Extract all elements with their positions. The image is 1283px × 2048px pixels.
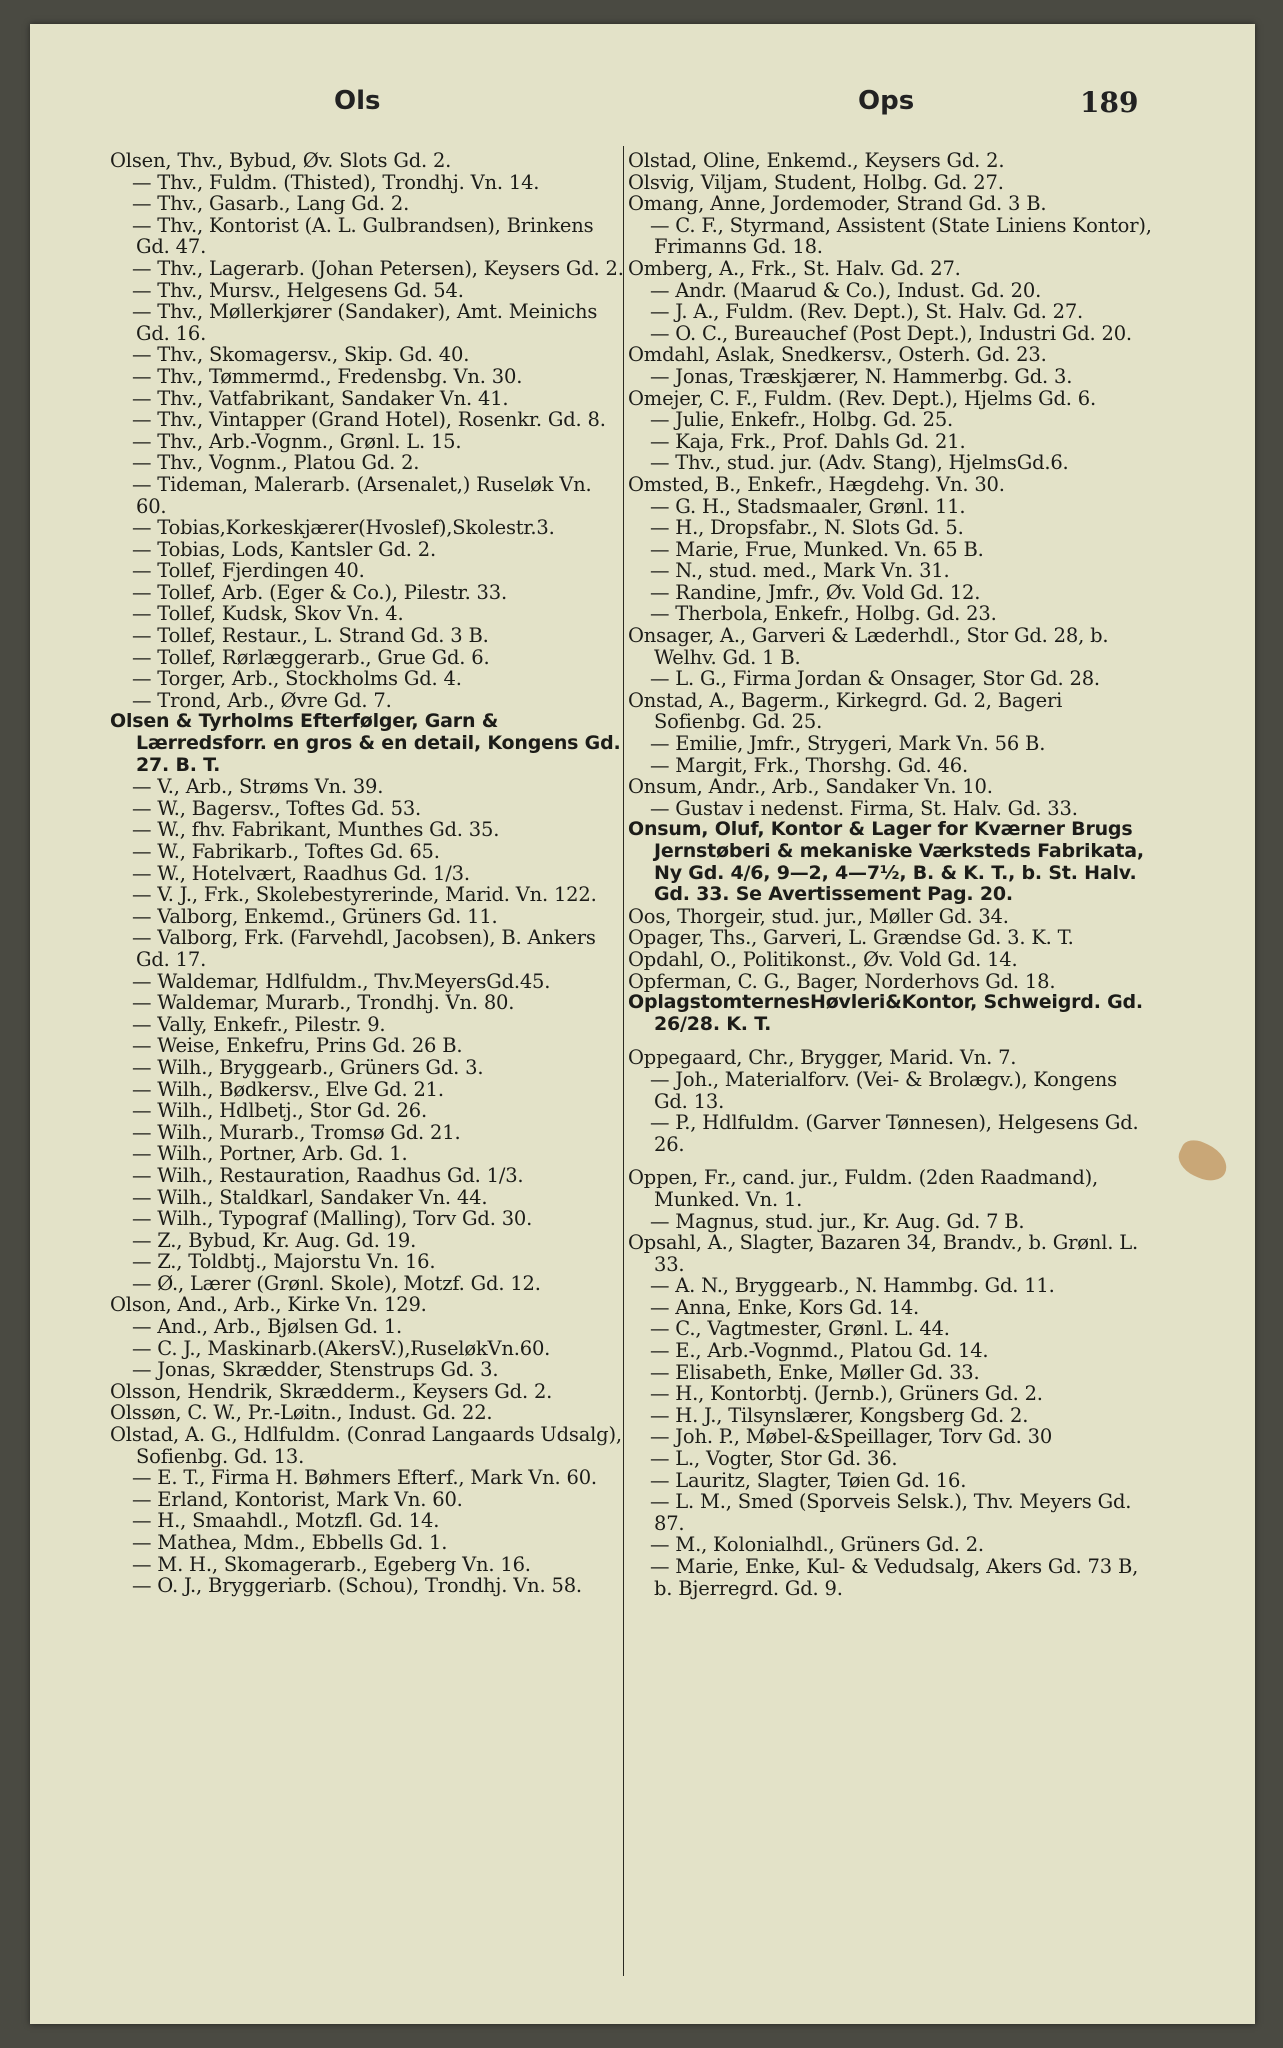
directory-entry: — Z., Bybud, Kr. Aug. Gd. 19.	[132, 1228, 417, 1252]
directory-entry: Oos, Thorgeir, stud. jur., Møller Gd. 34.	[628, 904, 1009, 928]
directory-entry: Omang, Anne, Jordemoder, Strand Gd. 3 B.	[628, 192, 1047, 216]
directory-entry: — Thv., Arb.-Vognm., Grønl. L. 15.	[132, 429, 462, 453]
directory-entry: — W., Bagersv., Toftes Gd. 53.	[132, 796, 422, 820]
header-left-keyword: Ols	[334, 86, 381, 116]
directory-entry: — Wilh., Staldkarl, Sandaker Vn. 44.	[132, 1185, 488, 1209]
directory-entry: Olsen & Tyrholms Efterfølger, Garn & Lærredsforr. en gros & en detail, Kongens Gd. 27. B. T.	[110, 710, 621, 776]
left-column	[110, 150, 625, 1597]
directory-entry: — Tollef, Restaur., L. Strand Gd. 3 B.	[132, 624, 489, 648]
directory-entry: — G. H., Stadsmaaler, Grønl. 11.	[650, 494, 966, 518]
directory-entry: — Margit, Frk., Thorshg. Gd. 46.	[650, 753, 968, 777]
directory-entry: — Tollef, Arb. (Eger & Co.), Pilestr. 33.	[132, 580, 507, 604]
directory-entry: — Wilh., Murarb., Tromsø Gd. 21.	[132, 1120, 461, 1144]
directory-entry: Oppen, Fr., cand. jur., Fuldm. (2den Raadmand), Munked. Vn. 1.	[628, 1166, 1099, 1211]
directory-entry: — Joh. P., Møbel-&Speillager, Torv Gd. 30	[650, 1425, 1053, 1449]
directory-entry: — Thv., Fuldm. (Thisted), Trondhj. Vn. 14.	[132, 170, 540, 194]
directory-entry: — Thv., Gasarb., Lang Gd. 2.	[132, 192, 410, 216]
directory-entry: Omberg, A., Frk., St. Halv. Gd. 27.	[628, 256, 961, 280]
directory-entry: — H. J., Tilsynslærer, Kongsberg Gd. 2.	[650, 1403, 1029, 1427]
directory-entry: — N., stud. med., Mark Vn. 31.	[650, 559, 950, 583]
directory-entry: — M., Kolonialhdl., Grüners Gd. 2.	[650, 1533, 984, 1557]
directory-entry: — Tollef, Fjerdingen 40.	[132, 559, 365, 583]
directory-entry: Onsum, Andr., Arb., Sandaker Vn. 10.	[628, 775, 993, 799]
directory-entry: — Thv., Møllerkjører (Sandaker), Amt. Meinichs Gd. 16.	[132, 300, 598, 345]
directory-entry: — Wilh., Bryggearb., Grüners Gd. 3.	[132, 1055, 484, 1079]
directory-entry: Olson, And., Arb., Kirke Vn. 129.	[110, 1293, 427, 1317]
directory-entry: — L. M., Smed (Sporveis Selsk.), Thv. Meyers Gd. 87.	[650, 1490, 1132, 1535]
directory-entry: — Erland, Kontorist, Mark Vn. 60.	[132, 1487, 463, 1511]
directory-entry: — Waldemar, Murarb., Trondhj. Vn. 80.	[132, 991, 515, 1015]
directory-entry: — Thv., Vatfabrikant, Sandaker Vn. 41.	[132, 386, 509, 410]
directory-entry: Opferman, C. G., Bager, Norderhovs Gd. 18.	[628, 969, 1056, 993]
directory-entry: — W., Fabrikarb., Toftes Gd. 65.	[132, 840, 440, 863]
directory-entry: — Thv., Kontorist (A. L. Gulbrandsen), Brinkens Gd. 47.	[132, 213, 594, 259]
directory-entry: — Valborg, Enkemd., Grüners Gd. 11.	[132, 904, 498, 928]
directory-entry: — Randine, Jmfr., Øv. Vold Gd. 12.	[650, 580, 981, 604]
directory-entry: — M. H., Skomagerarb., Egeberg Vn. 16.	[132, 1552, 531, 1576]
directory-entry: — And., Arb., Bjølsen Gd. 1.	[132, 1315, 403, 1339]
directory-entry: — Tobias, Lods, Kantsler Gd. 2.	[132, 537, 437, 561]
directory-entry: — J. A., Fuldm. (Rev. Dept.), St. Halv. Gd. 27.	[650, 300, 1084, 324]
directory-entry: — Wilh., Typograf (Malling), Torv Gd. 30.	[132, 1207, 533, 1231]
directory-entry: Omdahl, Aslak, Snedkersv., Osterh. Gd. 23.	[628, 343, 1047, 367]
directory-entry: — Tollef, Kudsk, Skov Vn. 4.	[132, 602, 404, 626]
directory-entry: — Thv., Tømmermd., Fredensbg. Vn. 30.	[132, 364, 523, 388]
directory-entry: — Ø., Lærer (Grønl. Skole), Motzf. Gd. 12.	[132, 1271, 541, 1295]
directory-entry: Olssøn, C. W., Pr.-Løitn., Indust. Gd. 22.	[110, 1401, 493, 1425]
directory-entry: Onsager, A., Garveri & Læderhdl., Stor Gd. 28, b. Welhv. Gd. 1 B.	[628, 624, 1109, 669]
directory-entry: Olsen, Thv., Bybud, Øv. Slots Gd. 2.	[110, 149, 452, 172]
directory-entry: — Anna, Enke, Kors Gd. 14.	[650, 1295, 920, 1319]
right-column	[628, 150, 1156, 1599]
directory-entry: — H., Smaahdl., Motzfl. Gd. 14.	[132, 1509, 440, 1533]
directory-entry: — Wilh., Restauration, Raadhus Gd. 1/3.	[132, 1163, 524, 1187]
directory-entry: — Thv., Skomagersv., Skip. Gd. 40.	[132, 343, 470, 367]
directory-entry: — P., Hdlfuldm. (Garver Tønnesen), Helgesens Gd. 26.	[650, 1111, 1139, 1156]
directory-entry: — Tollef, Rørlæggerarb., Grue Gd. 6.	[132, 645, 490, 669]
directory-entry: — Weise, Enkefru, Prins Gd. 26 B.	[132, 1034, 463, 1058]
paper-tear-mark	[1173, 1135, 1233, 1187]
directory-entry: — Magnus, stud. jur., Kr. Aug. Gd. 7 B.	[650, 1209, 1025, 1233]
directory-entry: OplagstomternesHøvleri&Kontor, Schweigrd. Gd. 26/28. K. T.	[628, 991, 1143, 1035]
directory-entry: — C. F., Styrmand, Assistent (State Liniens Kontor), Frimanns Gd. 18.	[650, 213, 1152, 259]
directory-entry: Omsted, B., Enkefr., Hægdehg. Vn. 30.	[628, 472, 1005, 496]
directory-entry: — Z., Toldbtj., Majorstu Vn. 16.	[132, 1250, 436, 1274]
directory-entry: — E., Arb.-Vognmd., Platou Gd. 14.	[650, 1339, 989, 1363]
header-right-keyword: Ops	[858, 86, 915, 116]
directory-entry: — Thv., stud. jur. (Adv. Stang), HjelmsGd.6.	[650, 451, 1069, 475]
directory-entry: — W., fhv. Fabrikant, Munthes Gd. 35.	[132, 818, 500, 842]
directory-entry: — Thv., Vintapper (Grand Hotel), Rosenkr. Gd. 8.	[132, 408, 606, 432]
page-number: 189	[1080, 86, 1139, 119]
directory-entry: — Therbola, Enkefr., Holbg. Gd. 23.	[650, 602, 997, 626]
directory-entry: Olstad, Oline, Enkemd., Keysers Gd. 2.	[628, 149, 1005, 172]
directory-entry: — Elisabeth, Enke, Møller Gd. 33.	[650, 1360, 980, 1384]
directory-entry: Olsvig, Viljam, Student, Holbg. Gd. 27.	[628, 170, 1004, 194]
directory-entry: — Tobias,Korkeskjærer(Hvoslef),Skolestr.3.	[132, 516, 555, 540]
directory-entry: Olstad, A. G., Hdlfuldm. (Conrad Langaards Udsalg), Sofienbg. Gd. 13.	[110, 1423, 622, 1468]
directory-entry: — C., Vagtmester, Grønl. L. 44.	[650, 1317, 950, 1341]
directory-entry: — V. J., Frk., Skolebestyrerinde, Marid. Vn. 122.	[132, 883, 597, 907]
directory-entry: — E. T., Firma H. Bøhmers Efterf., Mark Vn. 60.	[132, 1466, 597, 1490]
directory-entry: — Trond, Arb., Øvre Gd. 7.	[132, 688, 392, 712]
directory-entry: Olsson, Hendrik, Skrædderm., Keysers Gd. 2.	[110, 1379, 553, 1403]
directory-entry: — Vally, Enkefr., Pilestr. 9.	[132, 1012, 386, 1036]
directory-entry: — Jonas, Skrædder, Stenstrups Gd. 3.	[132, 1358, 499, 1382]
directory-entry: Opager, Ths., Garveri, L. Grændse Gd. 3. K. T.	[628, 926, 1074, 950]
directory-entry: — Julie, Enkefr., Holbg. Gd. 25.	[650, 408, 954, 432]
directory-entry: — A. N., Bryggearb., N. Hammbg. Gd. 11.	[650, 1274, 1055, 1298]
directory-entry: — Wilh., Bødkersv., Elve Gd. 21.	[132, 1077, 444, 1101]
directory-entry: — L., Vogter, Stor Gd. 36.	[650, 1447, 898, 1471]
directory-entry: — L. G., Firma Jordan & Onsager, Stor Gd. 28.	[650, 667, 1100, 691]
directory-entry: — H., Dropsfabr., N. Slots Gd. 5.	[650, 516, 964, 540]
directory-entry: — C. J., Maskinarb.(AkersV.),RuseløkVn.60.	[132, 1336, 551, 1360]
directory-entry: — Wilh., Hdlbetj., Stor Gd. 26.	[132, 1099, 427, 1123]
directory-entry: — Mathea, Mdm., Ebbells Gd. 1.	[132, 1531, 448, 1554]
directory-entry: — O. J., Bryggeriarb. (Schou), Trondhj. Vn. 58.	[132, 1574, 582, 1598]
directory-page	[30, 24, 1255, 2024]
directory-entry: — Lauritz, Slagter, Tøien Gd. 16.	[650, 1468, 967, 1492]
directory-entry: Oppegaard, Chr., Brygger, Marid. Vn. 7.	[628, 1046, 1017, 1070]
directory-entry: — Marie, Frue, Munked. Vn. 65 B.	[650, 537, 984, 561]
directory-entry: Opsahl, A., Slagter, Bazaren 34, Brandv., b. Grønl. L. 33.	[628, 1231, 1138, 1276]
directory-entry: — Waldemar, Hdlfuldm., Thv.MeyersGd.45.	[132, 969, 551, 993]
directory-entry: — W., Hotelvært, Raadhus Gd. 1/3.	[132, 861, 470, 885]
directory-entry: — V., Arb., Strøms Vn. 39.	[132, 775, 384, 799]
directory-entry: — Torger, Arb., Stockholms Gd. 4.	[132, 667, 462, 691]
directory-entry: — Tideman, Malerarb. (Arsenalet,) Ruseløk Vn. 60.	[132, 472, 592, 518]
directory-entry: — Wilh., Portner, Arb. Gd. 1.	[132, 1142, 408, 1166]
directory-entry: — Jonas, Træskjærer, N. Hammerbg. Gd. 3.	[650, 364, 1073, 388]
directory-entry: Opdahl, O., Politikonst., Øv. Vold Gd. 14.	[628, 947, 1018, 971]
directory-entry: — Kaja, Frk., Prof. Dahls Gd. 21.	[650, 429, 966, 453]
directory-entry: — H., Kontorbtj. (Jernb.), Grüners Gd. 2.	[650, 1382, 1043, 1406]
directory-entry: — Marie, Enke, Kul- & Vedudsalg, Akers Gd. 73 B, b. Bjerregrd. Gd. 9.	[650, 1555, 1139, 1600]
directory-entry: — O. C., Bureauchef (Post Dept.), Industri Gd. 20.	[650, 321, 1132, 345]
directory-entry: — Valborg, Frk. (Farvehdl, Jacobsen), B. Ankers Gd. 17.	[132, 926, 596, 971]
directory-entry: — Emilie, Jmfr., Strygeri, Mark Vn. 56 B.	[650, 732, 1046, 756]
directory-entry: — Thv., Lagerarb. (Johan Petersen), Keysers Gd. 2.	[132, 256, 624, 280]
directory-entry: Omejer, C. F., Fuldm. (Rev. Dept.), Hjelms Gd. 6.	[628, 386, 1096, 410]
directory-entry: — Joh., Materialforv. (Vei- & Brolægv.), Kongens Gd. 13.	[650, 1067, 1117, 1113]
directory-entry: — Gustav i nedenst. Firma, St. Halv. Gd. 33.	[650, 796, 1078, 820]
directory-entry: Onsum, Oluf, Kontor & Lager for Kværner Brugs Jernstøberi & mekaniske Værksteds Fabrikata, Ny Gd. 4/6, 9—2, 4—7½, B. & K. T., b. St. Halv. Gd. 33. Se Avertissement Pag. 20.	[628, 818, 1144, 906]
directory-entry: — Thv., Vognm., Platou Gd. 2.	[132, 451, 420, 475]
directory-entry: Onstad, A., Bagerm., Kirkegrd. Gd. 2, Bageri Sofienbg. Gd. 25.	[628, 688, 1063, 734]
directory-entry: — Thv., Mursv., Helgesens Gd. 54.	[132, 278, 464, 302]
directory-entry: — Andr. (Maarud & Co.), Indust. Gd. 20.	[650, 278, 1042, 302]
